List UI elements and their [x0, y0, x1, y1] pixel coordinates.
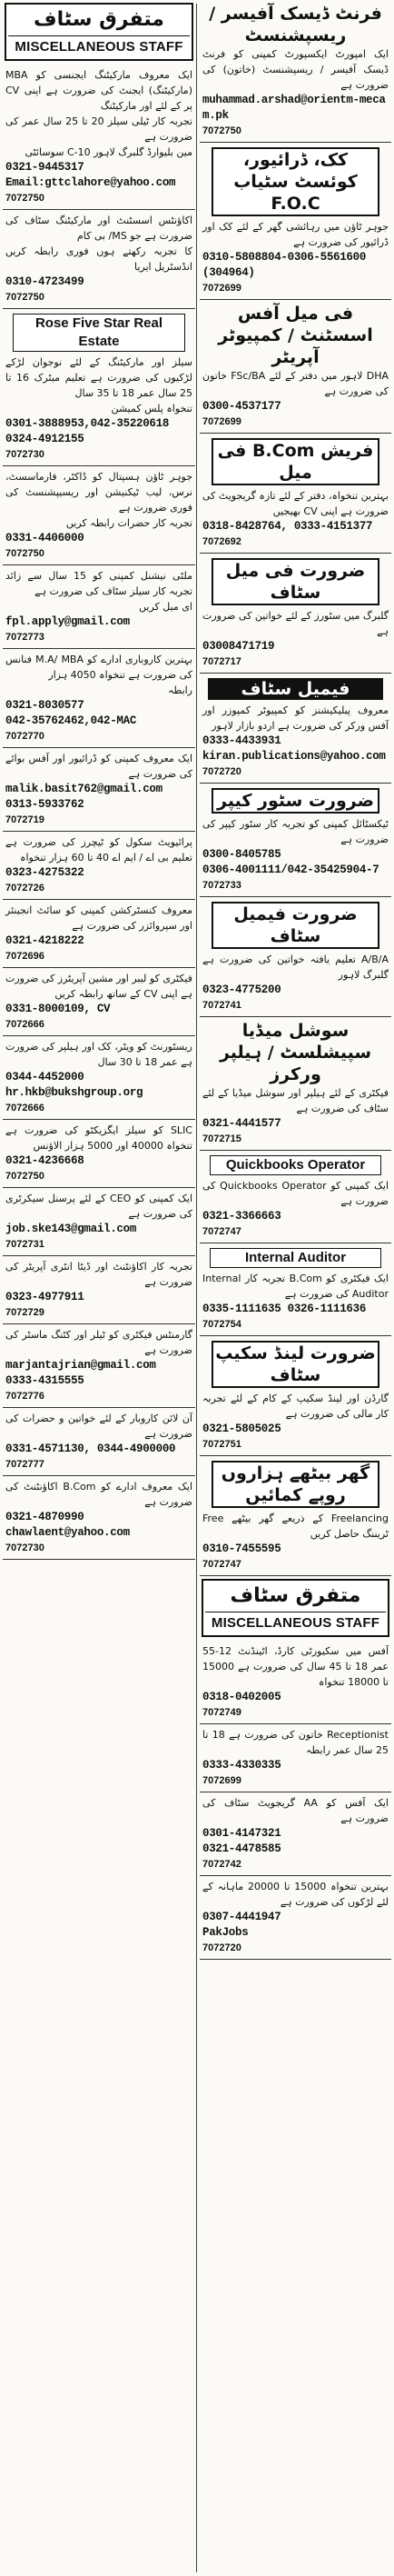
classified-ad: [200, 1724, 391, 1792]
ad-body: [5, 751, 192, 782]
ad-body: [202, 1085, 389, 1116]
ad-contact: job.ske143@gmail.com: [5, 1223, 137, 1235]
ad-code-number: 7072715: [202, 1133, 241, 1144]
ad-code-number: 7072696: [5, 951, 44, 962]
ad-body: [5, 568, 192, 614]
ad-code-number: 7072742: [202, 1859, 241, 1870]
ad-contact: 0321-4478585: [202, 1842, 281, 1855]
ad-code-number: 7072717: [202, 656, 241, 667]
ad-contact: fpl.apply@gmail.com: [5, 615, 130, 628]
ad-code-number: 7072731: [5, 1239, 44, 1250]
ad-body: [202, 1271, 389, 1302]
ad-code: [5, 1170, 192, 1183]
classified-ad: [3, 649, 195, 748]
ad-text: اکاؤنٹس اسسٹنٹ اور مارکیٹنگ سٹاف کی ضرورت ہے جو MS/ بی کام: [5, 215, 192, 242]
classified-ad: [3, 1408, 195, 1476]
ad-code: [202, 535, 389, 549]
ad-text: فیکٹری کو لیبر اور مشین آپریٹرز کی ضرورت ہے اپنی CV کے ساتھ رابطہ کریں: [5, 973, 192, 1000]
ad-code-number: 7072776: [5, 1391, 44, 1402]
ad-contact: 0335-1111635 0326-1111636: [202, 1303, 367, 1315]
ad-code: [5, 448, 192, 462]
ad-code-number: 7072726: [5, 883, 44, 894]
ad-code: [5, 882, 192, 895]
ad-contact: (304964): [202, 266, 255, 279]
ad-code: [202, 655, 389, 669]
ad-contact: muhammad.arshad@orientm-mecam.pk: [202, 94, 386, 122]
ad-code-number: 7072750: [5, 548, 44, 559]
ad-text: ریسٹورنٹ کو ویٹر، کک اور ہیلپر کی ضرورت ہے عمر 18 تا 30 سال: [5, 1041, 192, 1068]
classified-ad: [200, 554, 391, 674]
ad-text: DHA لاہور میں دفتر کے لئے FSc/BA خاتون کی ضرورت ہے: [202, 370, 389, 397]
ad-title: فریش B.Com فی میل: [212, 438, 379, 485]
ad-text: معروف کنسٹرکشن کمپنی کو سائٹ انجینئر اور سپروائزر کی ضرورت ہے: [5, 904, 192, 932]
ad-code-number: 7072754: [202, 1319, 241, 1330]
classified-ad: [200, 1151, 391, 1243]
classified-ad: [3, 1120, 195, 1188]
ad-title: ضرورت فی میل سٹاف: [212, 558, 379, 605]
ad-text: A/B/A تعلیم یافتہ خواتین کی ضرورت ہے گلبرگ لاہور: [202, 954, 389, 981]
ad-code-number: 7072750: [5, 292, 44, 303]
ad-text: آن لائن کاروبار کے لئے خواتین و حضرات کی ضرورت ہے: [5, 1413, 192, 1440]
ad-text: بہترین تنخواہ 15000 تا 20000 ماہانہ کے لئے لڑکوں کی ضرورت ہے: [202, 1881, 389, 1908]
ad-contact: 0323-4275322: [5, 866, 84, 879]
ad-contact: 0321-4218222: [5, 934, 84, 947]
ad-code: [5, 730, 192, 744]
classified-ad: [3, 968, 195, 1036]
ad-contact: 0331-4571130, 0344-4900000: [5, 1443, 176, 1455]
ad-code: [202, 415, 389, 429]
ad-contact: 0321-3366663: [202, 1210, 281, 1223]
classified-ad: [200, 143, 391, 300]
ad-contact: 0321-5805025: [202, 1423, 281, 1435]
right-ad-list-bottom: [200, 1641, 391, 1960]
classified-ad: [200, 300, 391, 434]
ad-body: [202, 1643, 389, 1690]
ad-code: [5, 631, 192, 644]
ad-code-number: 7072729: [5, 1307, 44, 1318]
ad-code-number: 7072692: [202, 536, 241, 547]
ad-body: [5, 213, 192, 275]
ad-code-number: 7072777: [5, 1459, 44, 1470]
right-column: [200, 0, 391, 2576]
ad-contact: 0324-4912155: [5, 433, 84, 445]
ad-contact: 0323-4977911: [5, 1291, 84, 1303]
ad-text: مین بلیوارڈ گلبرگ لاہور 10-C سوسائٹی: [25, 146, 192, 158]
ad-code-number: 7072747: [202, 1226, 241, 1237]
ad-code-number: 7072741: [202, 1000, 241, 1011]
ad-code-number: 7072751: [202, 1439, 241, 1450]
ad-text: ٹیکسٹائل کمپنی کو تجربہ کار سٹور کیپر کی ضرورت ہے: [202, 818, 389, 845]
ad-body: [202, 608, 389, 639]
ad-code-number: 7072750: [5, 1171, 44, 1182]
ad-code-number: 7072750: [5, 193, 44, 204]
ad-body: [202, 368, 389, 399]
ad-contact: PakJobs: [202, 1926, 249, 1939]
ad-contact: 0310-5808804-0306-5561600: [202, 251, 367, 264]
ad-contact: marjantajrian@gmail.com: [5, 1359, 156, 1372]
ad-code-number: 7072730: [5, 449, 44, 460]
ad-text: تجربہ کار اکاؤنٹنٹ اور ڈیٹا انٹری آپریٹر کی ضرورت ہے: [5, 1261, 192, 1288]
ad-code: [5, 192, 192, 205]
ad-code: [5, 1390, 192, 1403]
ad-code-number: 7072749: [202, 1707, 241, 1718]
classified-ad: [200, 1876, 391, 1960]
ad-contact: malik.basit762@gmail.com: [5, 783, 163, 795]
ad-code: [202, 1438, 389, 1452]
ad-body: [5, 652, 192, 698]
ad-code: [5, 814, 192, 827]
right-ad-list: [200, 0, 391, 1576]
ad-body: [202, 816, 389, 847]
ad-text: Receptionist خاتون کی ضرورت ہے 18 تا 25 سال عمر رابطہ: [202, 1729, 389, 1756]
ad-contact: 0300-8405785: [202, 848, 281, 861]
ad-code-number: 7072720: [202, 766, 241, 777]
ad-text: گلبرگ میں سٹورز کے لئے خواتین کی ضرورت ہے: [202, 610, 389, 637]
ad-code: [202, 1774, 389, 1788]
ad-text: سیلز اور مارکیٹنگ کے لئے نوجوان لڑکے لڑکیوں کی ضرورت ہے تعلیم میٹرک 16 تا 25 سال عمر 18 تا 35 سال: [5, 356, 192, 399]
ad-body: [5, 1123, 192, 1153]
ad-body: [5, 1191, 192, 1222]
classified-ad: [3, 565, 195, 649]
classified-ad: [3, 1476, 195, 1560]
classified-ad: [200, 1456, 391, 1576]
ad-body: [202, 1879, 389, 1910]
ad-contact: 0321-9445317: [5, 161, 84, 174]
ad-code-number: 7072666: [5, 1019, 44, 1030]
classified-ad: [3, 1256, 195, 1324]
ad-code-number: 7072719: [5, 814, 44, 825]
classified-ad: [3, 309, 195, 466]
ad-body: [5, 354, 192, 416]
ad-code-number: 7072733: [202, 880, 241, 891]
ad-title: کک، ڈرائیور، کوئسٹ سٹیاب F.O.C: [212, 147, 379, 216]
classified-ad: [3, 900, 195, 968]
column-divider: [196, 4, 197, 2572]
ad-contact: 0323-4775200: [202, 983, 281, 996]
ad-body: [5, 67, 192, 160]
ad-contact: 0331-4406000: [5, 532, 84, 544]
classified-ad: [200, 1792, 391, 1876]
ad-body: [202, 703, 389, 734]
ad-code-number: 7072699: [202, 416, 241, 427]
classified-ad: [3, 1036, 195, 1120]
section-header-english: MISCELLANEOUS STAFF: [8, 35, 190, 55]
ad-body: [202, 1795, 389, 1826]
ad-code: [5, 1238, 192, 1252]
ad-text: تجربہ کار حضرات رابطہ کریں: [65, 517, 192, 529]
ad-contact: 0331-8000109, CV: [5, 1003, 111, 1015]
ad-code: [5, 1102, 192, 1115]
ad-text: ایک فیکٹری کو B.Com تجربہ کار Internal Auditor کی ضرورت ہے: [202, 1273, 389, 1300]
ad-text: ایک معروف کمپنی کو ڈرائیور اور آفس بوائے کی ضرورت ہے: [5, 753, 192, 780]
ad-body: [5, 903, 192, 934]
ad-title: فرنٹ ڈیسک آفیسر / ریسپشنسٹ: [209, 4, 382, 45]
ad-text: جوہر ٹاؤن میں رہائشی گھر کے لئے کک اور ڈرائیور کی ضرورت ہے: [202, 221, 389, 248]
ad-code: [202, 1858, 389, 1872]
ad-body: [5, 1411, 192, 1442]
ad-contact: 03008471719: [202, 640, 275, 653]
ad-contact: kiran.publications@yahoo.com: [202, 750, 386, 763]
ad-code: [5, 1306, 192, 1320]
ad-text: SLIC کو سیلز ایگزیکٹو کی ضرورت ہے تنخواہ 40000 اور 5000 ہزار الاؤنس: [5, 1124, 192, 1152]
ad-text: ایک آفس کو AA گریجویٹ سٹاف کی ضرورت ہے: [202, 1797, 389, 1824]
ad-contact: chawlaent@yahoo.com: [5, 1526, 130, 1539]
ad-contact: 0307-4441947: [202, 1911, 281, 1923]
ad-code-number: 7072699: [202, 1775, 241, 1786]
ad-body: [5, 469, 192, 531]
ad-code: [202, 1225, 389, 1239]
ad-body: [202, 219, 389, 250]
ad-text: ایک معروف مارکیٹنگ ایجنسی کو MBA (مارکیٹنگ) ایجنٹ کی ضرورت ہے اپنی CV پر کے لئے اور مارکیٹنگ: [5, 69, 192, 112]
ad-contact: 0333-4330335: [202, 1759, 281, 1772]
ad-text: تجربہ کار ٹیلی سیلز 20 تا 25 سال عمر کی ضرورت ہے: [5, 115, 192, 143]
ad-text: تنخواہ پلس کمیشن: [111, 403, 192, 414]
ad-title: ضرورت سٹور کیپر: [212, 788, 379, 814]
ad-body: [5, 971, 192, 1002]
ad-title: سوشل میڈیا سپیشلسٹ / ہیلپر ورکرز: [219, 1021, 372, 1084]
ad-contact: Email:gttclahore@yahoo.com: [5, 176, 176, 189]
classified-ad: [3, 210, 195, 309]
ad-contact: 0318-8428764, 0333-4151377: [202, 520, 373, 533]
ad-code: [5, 1542, 192, 1555]
ad-text: رابطہ: [168, 684, 192, 696]
ad-text: ایک معروف ادارے کو B.Com اکاؤنٹنٹ کی ضرورت ہے: [5, 1481, 192, 1508]
classified-ad: [3, 65, 195, 210]
ad-code: [202, 1133, 389, 1146]
ad-text: ایک کمپنی کو Quickbooks Operator کی ضرورت ہے: [202, 1180, 389, 1207]
ad-code-number: 7072770: [5, 731, 44, 742]
classified-ad: [200, 784, 391, 897]
ad-body: [202, 1178, 389, 1209]
ad-code: [202, 879, 389, 893]
ad-code-number: 7072730: [5, 1543, 44, 1553]
ad-body: [202, 1391, 389, 1422]
classified-ad: [3, 1188, 195, 1256]
ad-code: [5, 1458, 192, 1472]
section-header: [5, 3, 193, 61]
ad-code: [202, 1706, 389, 1720]
ad-code: [202, 765, 389, 779]
ad-contact: 0321-8030577: [5, 699, 84, 712]
ad-body: [5, 1039, 192, 1070]
ad-contact: 0301-4147321: [202, 1827, 281, 1840]
ad-text: ای میل کریں: [139, 601, 192, 613]
ad-title: فی میل آفس اسسٹنٹ / کمپیوٹر آپریٹر: [218, 304, 373, 367]
ad-title: ضرورت فیمیل سٹاف: [212, 902, 379, 949]
ad-contact: 0333-4315555: [5, 1374, 84, 1387]
ad-text: آفس میں سکیورٹی کارڈ، اٹینڈنٹ 12-55 عمر 18 تا 45 سال کی ضرورت ہے 15000 تا 18000 تنخواہ: [202, 1645, 389, 1688]
ad-code-number: 7072773: [5, 632, 44, 643]
ad-title: گھر بیٹھے ہزاروں روپے کمائیں: [212, 1461, 379, 1508]
ad-code-number: 7072666: [5, 1103, 44, 1113]
ad-body: [202, 1511, 389, 1542]
left-column: [3, 0, 195, 2576]
classified-ad: [200, 1017, 391, 1151]
ad-body: [5, 1327, 192, 1358]
ad-code: [5, 547, 192, 561]
classified-ad: [3, 466, 195, 565]
ad-body: [5, 1259, 192, 1290]
ad-code: [202, 1942, 389, 1955]
section-header-urdu: متفرق سٹاف: [230, 1584, 361, 1607]
classified-ad: [200, 1243, 391, 1336]
ad-code: [202, 999, 389, 1013]
section-header-english: MISCELLANEOUS STAFF: [205, 1612, 386, 1631]
ad-title: فیمیل سٹاف: [208, 678, 383, 700]
ad-text: فیکٹری کے لئے ہیلپر اور سوشل میڈیا کے لئے سٹاف کی ضرورت ہے: [202, 1087, 389, 1114]
ad-text: گارڈن اور لینڈ سکیپ کے کام کے لئے تجربہ کار مالی کی ضرورت ہے: [202, 1393, 389, 1420]
ad-text: جوہر ٹاؤن ہسپتال کو ڈاکٹر، فارماسسٹ، نرس، لیب ٹیکنیشن اور ریسیپشنسٹ کی فوری ضرورت ہے: [5, 471, 192, 514]
left-ad-list: [3, 65, 195, 1560]
ad-contact: 0344-4452000: [5, 1071, 84, 1083]
ad-contact: 0318-0402005: [202, 1691, 281, 1703]
ad-code-number: 7072720: [202, 1942, 241, 1953]
ad-body: [202, 46, 389, 93]
ad-contact: 0306-4001111/042-35425904-7: [202, 864, 379, 876]
ad-code: [5, 291, 192, 305]
ad-code-number: 7072747: [202, 1559, 241, 1570]
classified-ad: [200, 1641, 391, 1724]
ad-contact: 0310-7455595: [202, 1543, 281, 1555]
ad-title: ضرورت لینڈ سکیپ سٹاف: [212, 1341, 379, 1388]
ad-text: Freelancing کے ذریعے گھر بیٹھے Free ٹریننگ حاصل کریں: [202, 1513, 389, 1540]
ad-text: ایک کمپنی کو CEO کے لئے پرسنل سیکرٹری کی ضرورت ہے: [5, 1193, 192, 1220]
ad-code: [202, 282, 389, 295]
ad-contact: 0333-4433931: [202, 734, 281, 747]
classified-ad: [200, 434, 391, 554]
ad-code-number: 7072699: [202, 283, 241, 294]
ad-contact: 0301-3888953,042-35220618: [5, 417, 170, 430]
ad-text: پرائیویٹ سکول کو ٹیچرز کی ضرورت ہے تعلیم بی اے / ایم اے 40 تا 60 ہزار تنخواہ: [5, 836, 192, 864]
ad-text: کا تجربہ رکھتے ہوں فوری رابطہ کریں انڈسٹریل ایریا: [5, 245, 192, 273]
ad-title: Internal Auditor: [210, 1248, 381, 1268]
classified-ad: [3, 748, 195, 832]
ad-text: بہترین تنخواہ، دفتر کے لئے تازہ گریجویٹ کی ضرورت ہے اپنی CV بھیجیں: [202, 490, 389, 517]
classified-ad: [3, 1324, 195, 1408]
ad-body: [202, 1727, 389, 1758]
ad-title: Rose Five Star Real Estate: [13, 314, 185, 352]
ad-text: گارمنٹس فیکٹری کو ٹیلر اور کٹنگ ماسٹر کی ضرورت ہے: [5, 1329, 192, 1356]
ad-text: ملٹی نیشنل کمپنی کو 15 سال سے زائد تجربہ کار سیلز سٹاف کی ضرورت ہے: [5, 570, 192, 597]
ad-contact: 0321-4236668: [5, 1154, 84, 1167]
classified-ad: [200, 0, 391, 143]
ad-contact: 0321-4870990: [5, 1511, 84, 1523]
ad-text: ایک امپورٹ ایکسپورٹ کمپنی کو فرنٹ ڈیسک آفیسر / ریسپشنسٹ (خاتون) کی ضرورت ہے: [202, 48, 389, 91]
ad-code: [202, 125, 389, 138]
ad-code-number: 7072750: [202, 125, 241, 136]
section-header: [202, 1579, 389, 1637]
ad-body: [202, 952, 389, 983]
ad-contact: 042-35762462,042-MAC: [5, 714, 137, 727]
ad-text: معروف پبلیکیشنز کو کمپیوٹر کمپوزر اور آفس ورکر کی ضرورت ہے اردو بازار لاہور: [202, 704, 389, 732]
ad-text: بہترین کاروباری ادارے کو M.A/ MBA فنانس کی ضرورت ہے تنخواہ 4050 ہزار: [5, 654, 192, 681]
classified-ad: [200, 897, 391, 1017]
ad-code: [202, 1558, 389, 1572]
ad-body: [5, 834, 192, 865]
classified-ad: [200, 674, 391, 784]
ad-code: [5, 950, 192, 964]
classified-ad: [200, 1336, 391, 1456]
section-header-urdu: متفرق سٹاف: [34, 8, 164, 31]
ad-code: [5, 1018, 192, 1032]
ad-contact: 0310-4723499: [5, 275, 84, 288]
ad-contact: hr.hkb@bukshgroup.org: [5, 1086, 143, 1099]
ad-code: [202, 1318, 389, 1332]
ad-contact: 0300-4537177: [202, 400, 281, 413]
ad-contact: 0313-5933762: [5, 798, 84, 811]
ad-contact: 0321-4441577: [202, 1117, 281, 1130]
ad-body: [5, 1479, 192, 1510]
ad-title: Quickbooks Operator: [210, 1155, 381, 1175]
classified-ad: [3, 832, 195, 900]
ad-body: [202, 488, 389, 519]
